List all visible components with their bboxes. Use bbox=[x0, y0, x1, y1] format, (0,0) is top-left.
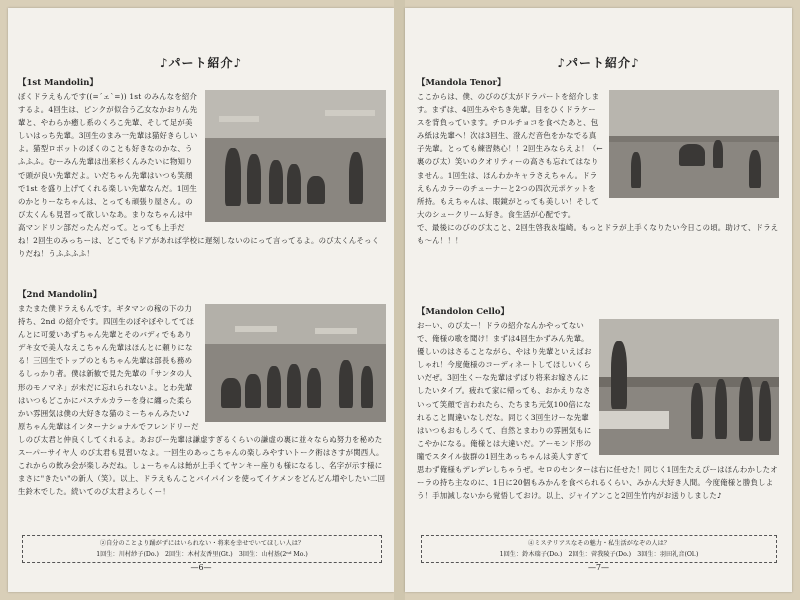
section-body: ぼくドラえもんです((=´ェ`=)) 1st のみんなを紹介するよ。4回生は、ピンクが似合う乙女なかおりん先輩と、やわらか癒し系のくろこ先輩、そして足が美しいはっち先輩。3回生のまみ一先輩は猫好きらしいよ。猫型ロボットのぼくのことも好きなのかな、うふふふ。むーみん先輩は出来杉くんみたいに物知りで頭が良い先輩だよ。いだちゃん先輩はいつも笑顔で1st を盛り上げてくれる楽しい先輩なんだ。1回生のかとりーなちゃんは、とっても頑張り屋さん。のび太くんも見習って欲しいなあ。まりなちゃんは中高マンドリン部だったんだって。とっても上手だね！2回生のみっちーは、どこでもドアがあれば学校に遅刻しないのにって言ってるよ。のび太くんそっくりだね！うふふふふ！ bbox=[18, 92, 380, 259]
section-title: 【Mandolon Cello】 bbox=[417, 307, 510, 317]
section-1st-mandolin bbox=[18, 76, 386, 260]
qa-box bbox=[421, 535, 777, 563]
left-page-header: ♪パート紹介♪ bbox=[159, 56, 243, 70]
section-mandolon-cello bbox=[417, 305, 779, 502]
right-page-header: ♪パート紹介♪ bbox=[557, 56, 640, 70]
section-body: おーい、のび太ー！ドラの紹介なんかやってないで、俺様の歌を聞け！まずは4回生かずみん先輩。優しいのはさることながら、やはり先輩といえばおしゃれ！今度俺様のコーディネートしてほしいくらいだぜ。3回生くーな先輩はずばり将来お嫁さんにしたいタイプ。疲れて家に帰っても、おかえりなさいって笑顔で言われたら、たちまち元気100倍になれること間違いなしだな。同じく3回生けーな先輩はいつもおもしろくて、自然とまわりの雰囲気もにこやかになる。俺様とは大違いだ。アーモンド形の瞳でスタイル抜群の1回生あっちゃんは美人すぎて思わず俺様もデレデレしちゃうぜ。セロのセンターは右に任せた！同じく1回生たえぴーはほんわかしたオーラの持ち主なのに、1日に20個もみかんを食べられるくらい、みかん大好き人間。今度俺様と勝負しよう！手加減しないから覚悟しておけ。以上、ジャイアンこと2回生竹内がお送りしました♪ bbox=[417, 321, 778, 501]
section-title: 【1st Mandolin】 bbox=[18, 78, 98, 88]
left-page bbox=[8, 8, 394, 592]
photo-2nd-mandolin bbox=[205, 304, 386, 422]
section-title: 【Mandola Tenor】 bbox=[417, 78, 506, 88]
photo-mandola-tenor bbox=[609, 90, 779, 198]
qa-question: ②自分のことより踊がずにはいられない・将来を幸せでいてほしい人は？ bbox=[99, 540, 305, 547]
section-title: 【2nd Mandolin】 bbox=[18, 290, 102, 300]
spine-gutter bbox=[394, 0, 405, 600]
photo-mandolon-cello bbox=[599, 319, 779, 455]
photo-1st-mandolin bbox=[205, 90, 386, 222]
right-page bbox=[405, 8, 792, 592]
page-number: —7— bbox=[587, 563, 610, 572]
qa-answer: 1回生：川村紗子(Do.) 2回生：木村友香里(Gt.) 3回生：山村基(2ⁿᵈ Mo.) bbox=[96, 551, 308, 558]
page-number: —6— bbox=[190, 563, 212, 572]
section-body: ここからは、僕、のびのび太がドラパートを紹介します。まずは、4回生みやちき先輩。目をひくドラケースを背負っています。チロルチョコを食べたあと、包み紙は先輩へ！次は3回生、澄んだ音色をかなでる真子先輩。とっても練習熱心！！2回生みならえよ！（←裏のび太）笑いのクオリティーの高さも忘れてはなりません。1回生は、ほんわかキャラさえちゃん。ドラえもんカラーのチューナーと2つの四次元ポケットを所持。もえちゃんは、眼鏡がとっても美しい！そして大のシュークリーム好き。食生活が心配です。 bbox=[417, 92, 603, 219]
section-2nd-mandolin bbox=[18, 288, 386, 498]
section-body: またまた僕ドラえもんです。ギタマンの稼の下の力持ち、2nd の紹介です。四回生のぼやぼやしててほんとに可愛いあずちゃん先輩とそのバディでもありデキ女で美人なえこちゃん先輩はほんとに頼りになる！三回生でトップのともちゃん先輩は部長も務めるしっかり者。僕は新歓で見た先輩の「サンタの人形のモノマネ」が未だに忘れられないよ。とわ先輩はいつもどこかにパステルカラーを身に纏った柔らかい雰囲気は僕の大好きな猫のミーちゃんみたい♪ 原ちゃん先輩はインターナショナルでフレンドリーだしのび太君と仲良くしてくれるよ。あおぴー先輩は謙虚すぎるくらいの謙虚の裏に並々ならぬ努力を秘めたスーパーサイヤ人 のび太君も見習いなよ。一回生のあっこちゃんの楽しみやすいトーク術はさすが関西人。これからの飲み会が楽しみだね。しょーちゃんは飴が上手くてヤンキー座りも様になるし、名字が示す様にまさに"きたい"の新人（笑）。以上、ドラえもんことバイパインを使ってイケメンをどんどん増やしたい二回生鈴木でした。続いてのび太君よろしくー！ bbox=[18, 304, 386, 497]
section-body-2: で、最後にのびのび太こと、2回生啓我＆塩崎。もっとドラが上手くなりたい今日この頃。助けて、ドラえも～ん！！！ bbox=[417, 222, 779, 246]
qa-question: ④ミステリアスなその魅力・私生活がなぞの人は？ bbox=[528, 540, 670, 547]
section-mandola-tenor bbox=[417, 76, 779, 247]
qa-answer: 1回生：鈴木瑞子(Do.) 2回生：菅我陵子(Do.) 3回生：羽田礼音(Ol.) bbox=[499, 551, 699, 558]
qa-box bbox=[22, 535, 382, 563]
